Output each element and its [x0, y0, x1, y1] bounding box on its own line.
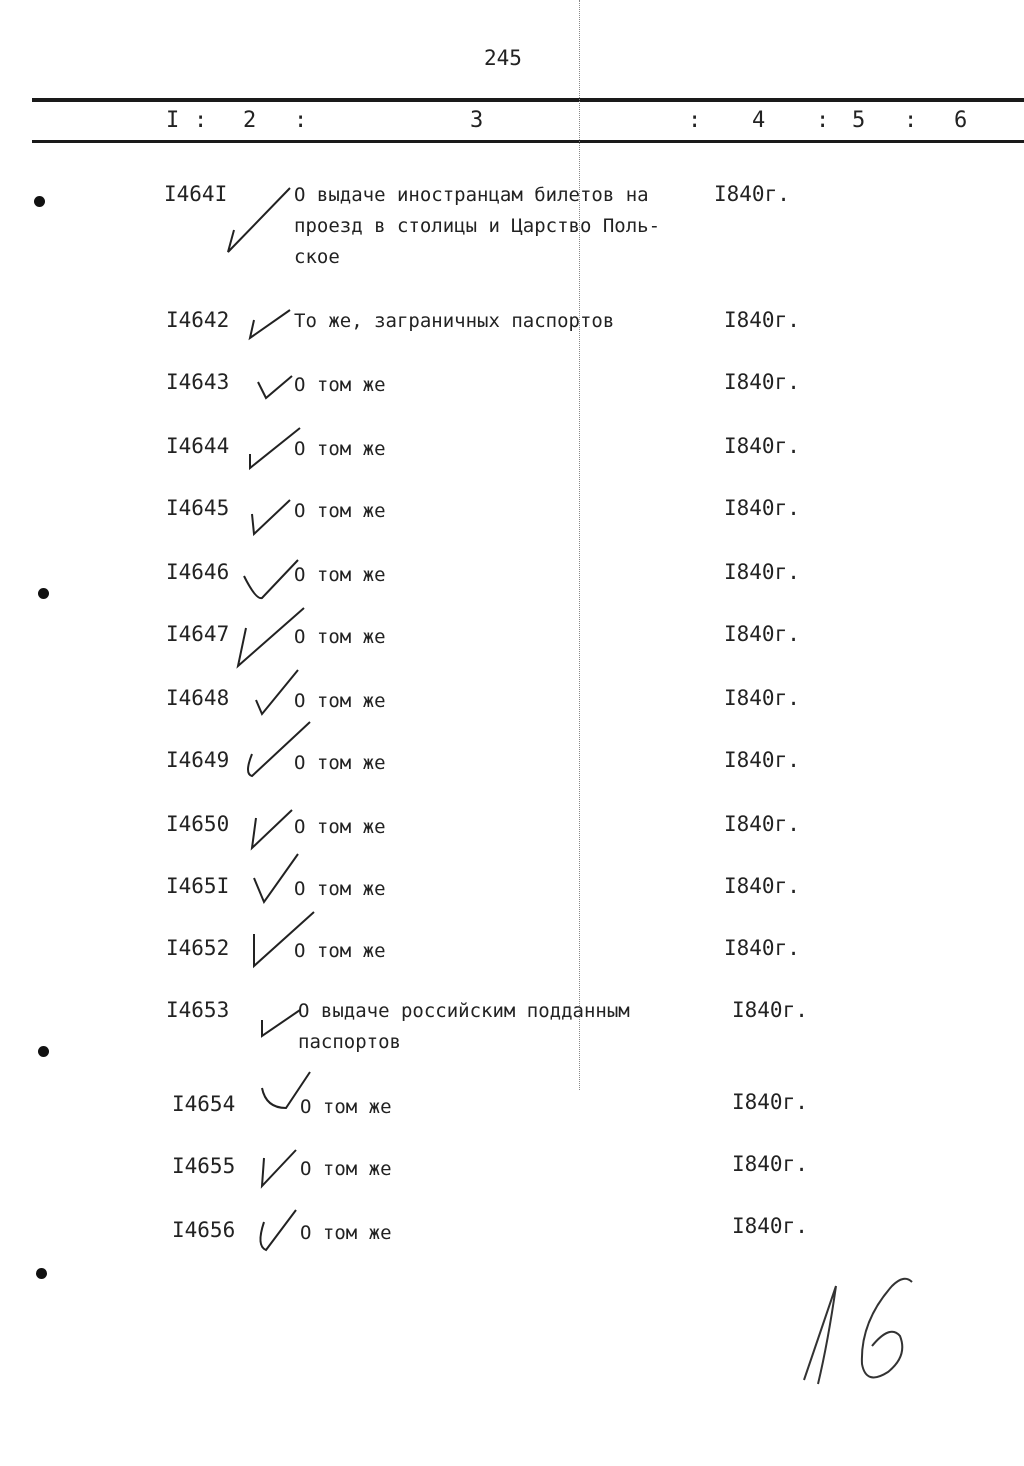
record-number: I4653 — [166, 998, 230, 1022]
checkmark-icon — [254, 370, 296, 402]
punch-hole — [38, 1046, 49, 1057]
record-year: I840г. — [732, 1152, 808, 1176]
record-description: О том же — [294, 500, 386, 522]
checkmark-icon — [240, 556, 302, 604]
record-number: I4645 — [166, 496, 230, 520]
record-number: I4655 — [172, 1154, 236, 1178]
checkmark-icon — [246, 494, 294, 540]
record-number: I4648 — [166, 686, 230, 710]
record-description: О том же — [294, 374, 386, 396]
record-year: I840г. — [724, 748, 800, 772]
record-description: О том же — [300, 1222, 392, 1244]
record-description: О том же — [300, 1096, 392, 1118]
record-number: I4646 — [166, 560, 230, 584]
record-year: I840г. — [714, 182, 790, 206]
header-rule-top — [32, 98, 1024, 102]
header-sep: : — [294, 108, 308, 133]
record-year: I840г. — [732, 1090, 808, 1114]
record-description: То же, заграничных паспортов — [294, 310, 615, 332]
checkmark-icon — [256, 1146, 300, 1190]
record-description: О том же — [294, 564, 386, 586]
checkmark-icon — [254, 1206, 300, 1254]
header-col2: 2 — [243, 108, 257, 133]
punch-hole — [36, 1268, 47, 1279]
record-year: I840г. — [732, 1214, 808, 1238]
record-number: I465I — [166, 874, 230, 898]
record-description: О том же — [294, 878, 386, 900]
record-year: I840г. — [732, 998, 808, 1022]
record-description: О том же — [294, 690, 386, 712]
header-sep: : — [904, 108, 918, 133]
record-description: О том же — [294, 438, 386, 460]
header-col1: I — [166, 108, 180, 133]
header-sep: : — [816, 108, 830, 133]
record-year: I840г. — [724, 622, 800, 646]
column-divider — [579, 0, 581, 1090]
page-number: 245 — [484, 46, 522, 70]
record-description: О том же — [294, 940, 386, 962]
record-number: I4643 — [166, 370, 230, 394]
record-year: I840г. — [724, 686, 800, 710]
record-number: I464I — [164, 182, 228, 206]
record-number: I4649 — [166, 748, 230, 772]
record-year: I840г. — [724, 874, 800, 898]
record-number: I4644 — [166, 434, 230, 458]
record-year: I840г. — [724, 936, 800, 960]
record-year: I840г. — [724, 308, 800, 332]
record-description: О выдаче российским подданным паспортов — [298, 1000, 630, 1053]
header-col6: 6 — [954, 108, 968, 133]
punch-hole — [38, 588, 49, 599]
header-sep: : — [194, 108, 208, 133]
header-sep: : — [688, 108, 702, 133]
checkmark-icon — [224, 186, 294, 258]
record-description: О том же — [294, 816, 386, 838]
record-year: I840г. — [724, 812, 800, 836]
header-rule-bottom — [32, 140, 1024, 143]
record-year: I840г. — [724, 370, 800, 394]
record-description: О том же — [294, 626, 386, 648]
record-number: I4656 — [172, 1218, 236, 1242]
record-number: I4647 — [166, 622, 230, 646]
record-year: I840г. — [724, 560, 800, 584]
record-number: I4654 — [172, 1092, 236, 1116]
record-description: О выдаче иностранцам билетов на проезд в столицы и Царство Поль- ское — [294, 184, 661, 268]
header-col4: 4 — [752, 108, 766, 133]
header-col3: 3 — [470, 108, 484, 133]
header-col5: 5 — [852, 108, 866, 133]
checkmark-icon — [244, 306, 294, 342]
punch-hole — [34, 196, 45, 207]
record-description: О том же — [300, 1158, 392, 1180]
record-number: I4652 — [166, 936, 230, 960]
checkmark-icon — [254, 1004, 304, 1040]
record-number: I4650 — [166, 812, 230, 836]
record-year: I840г. — [724, 496, 800, 520]
record-number: I4642 — [166, 308, 230, 332]
handwritten-folio-number — [796, 1272, 926, 1392]
checkmark-icon — [246, 806, 296, 852]
record-description: О том же — [294, 752, 386, 774]
record-year: I840г. — [724, 434, 800, 458]
